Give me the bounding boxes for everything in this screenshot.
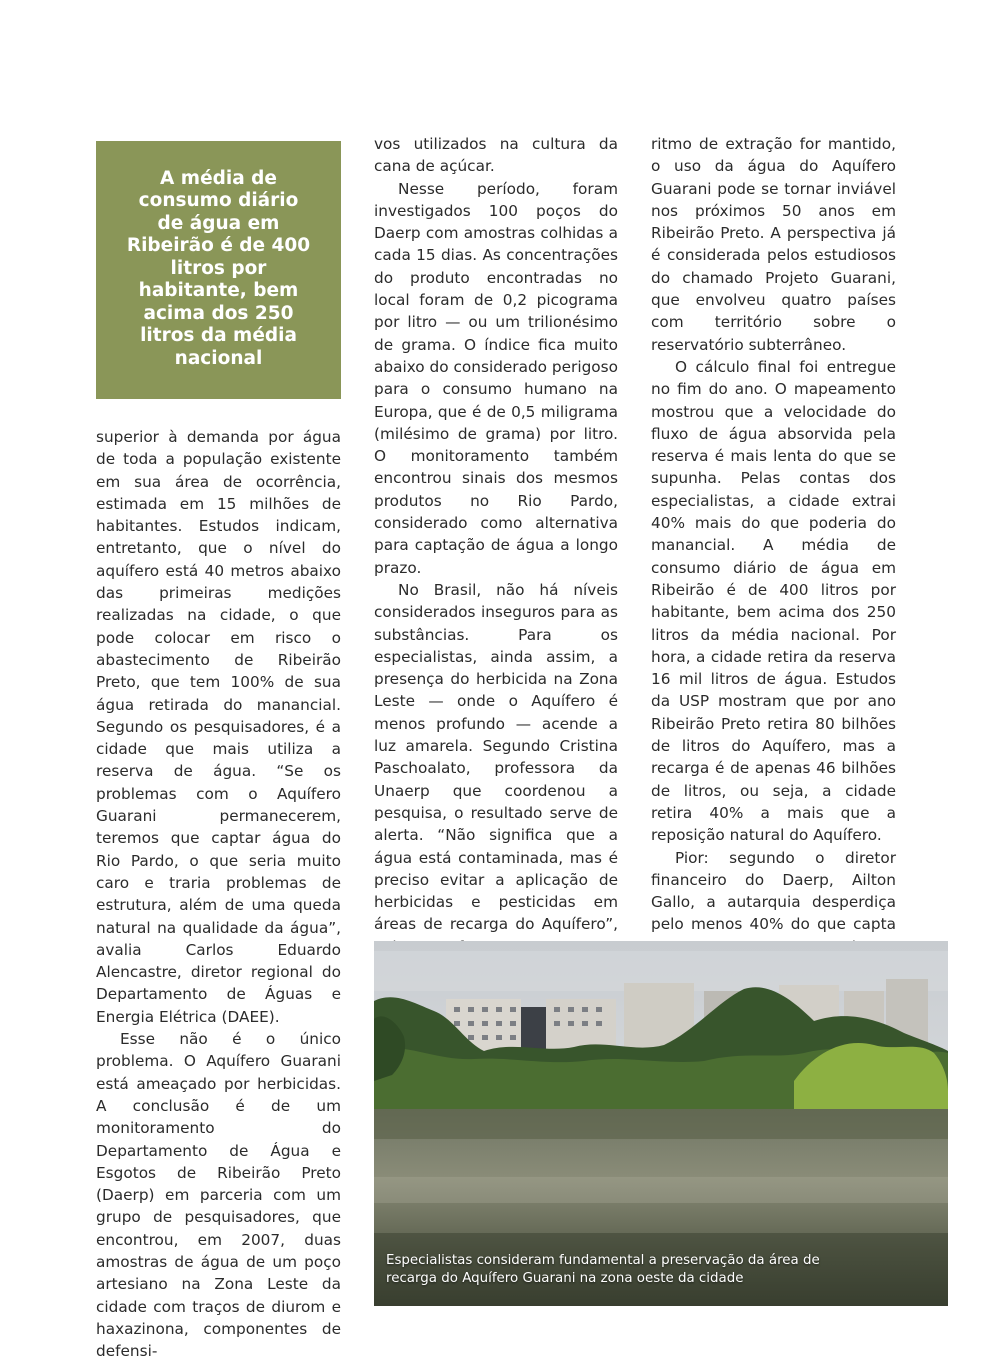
paragraph: Nesse período, foram investigados 100 poços do Daerp com amostras colhidas a cada 15 dias. As concentrações do produto encontradas no local foram de 0,2 picograma por litro — ou um trilionésimo de grama. O índice fica muito abaixo do considerado perigoso para o consumo humano na Europa, que é de 0,5 miligrama (milésimo de grama) por litro. O monitoramento também encontrou sinais dos mesmos produtos no Rio Pardo, considerado como alternativa para captação de água a longo prazo. [374,179,618,577]
text-column-2 [374,133,618,1025]
text-column-1 [96,426,341,1362]
pull-quote-box [96,141,341,399]
paragraph: O cálculo final foi entregue no fim do ano. O mapeamento mostrou que a velocidade do fluxo de água absorvida pela reserva é mais lenta do que se supunha. Pelas contas dos especialistas, a cidade extrai 40% mais do que poderia do manancial. A média de consumo diário de água em Ribeirão é de 400 litros por habitante, bem acima dos 250 litros da média nacional. Por hora, a cidade retira da reserva 16 mil litros de água. Estudos da USP mostram que por ano Ribeirão Preto retira 80 bilhões de litros do Aquífero, mas a recarga é de apenas 46 bilhões de litros, ou seja, a cidade retira 40% a mais que a reposição natural do Aquífero. [651,357,896,845]
paragraph: superior à demanda por água de toda a população existente em sua área de ocorrência, estimada em 15 milhões de habitantes. Estudos indicam, entretanto, que o nível do aquífero está 40 metros abaixo das primeiras medições realizadas na cidade, o que pode colocar em risco o abastecimento de Ribeirão Preto, que tem 100% de sua água retirada do manancial. Segundo os pesquisadores, é a cidade que mais utiliza a reserva de água. “Se os problemas com o Aquífero Guarani permanecerem, teremos que captar água do Rio Pardo, o que seria muito caro e traria problemas de estrutura, além de uma queda natural na qualidade da água”, avalia Carlos Eduardo Alencastre, diretor regional do Departamento de Águas e Energia Elétrica (DAEE). [96,428,341,1026]
text-column-3 [651,133,896,1003]
photo-caption: Especialistas consideram fundamental a preservação da área de recarga do Aquífero Guarani na zona oeste da cidade [386,1253,820,1286]
lake-photo [374,941,948,1306]
paragraph: ritmo de extração for mantido, o uso da água do Aquífero Guarani pode se tornar inviável nos próximos 50 anos em Ribeirão Preto. A perspectiva já é considerada pelos estudiosos do chamado Projeto Guarani, que envolveu quatro países com território sobre o reservatório subterrâneo. [651,135,896,354]
paragraph: No Brasil, não há níveis considerados inseguros para as substâncias. Para os especialistas, ainda assim, a presença do herbicida na Zona Leste — onde o Aquífero é menos profundo — acende a luz amarela. Segundo Cristina Paschoalato, professora da Unaerp que coordenou a pesquisa, o resultado serve de alerta. “Não significa que a água está contaminada, mas é preciso evitar a aplicação de herbicidas e pesticidas em áreas de recarga do Aquífero”, [374,580,618,934]
paragraph: vos utilizados na cultura da cana de açúcar. [374,135,618,176]
paragraph: Esse não é o único problema. O Aquífero Guarani está ameaçado por herbicidas. A conclusão é de um monitoramento do Departamento de Água e Esgotos de Ribeirão Preto (Daerp) em parceria com um grupo de pesquisadores, que encontrou, em 2007, duas amostras de água de um poço artesiano na Zona Leste da cidade com traços de diurom e haxazinona, componentes de defensi- [96,1030,341,1361]
pull-quote-text: A média de consumo diário de água em Ribeirão é de 400 litros por habitante, bem acima dos 250 litros da média nacional [126,167,311,369]
paragraph: Pior: segundo o diretor financeiro do Daerp, Ailton Gallo, a autarquia desperdiça pelo menos 40% do que capta [651,848,896,934]
